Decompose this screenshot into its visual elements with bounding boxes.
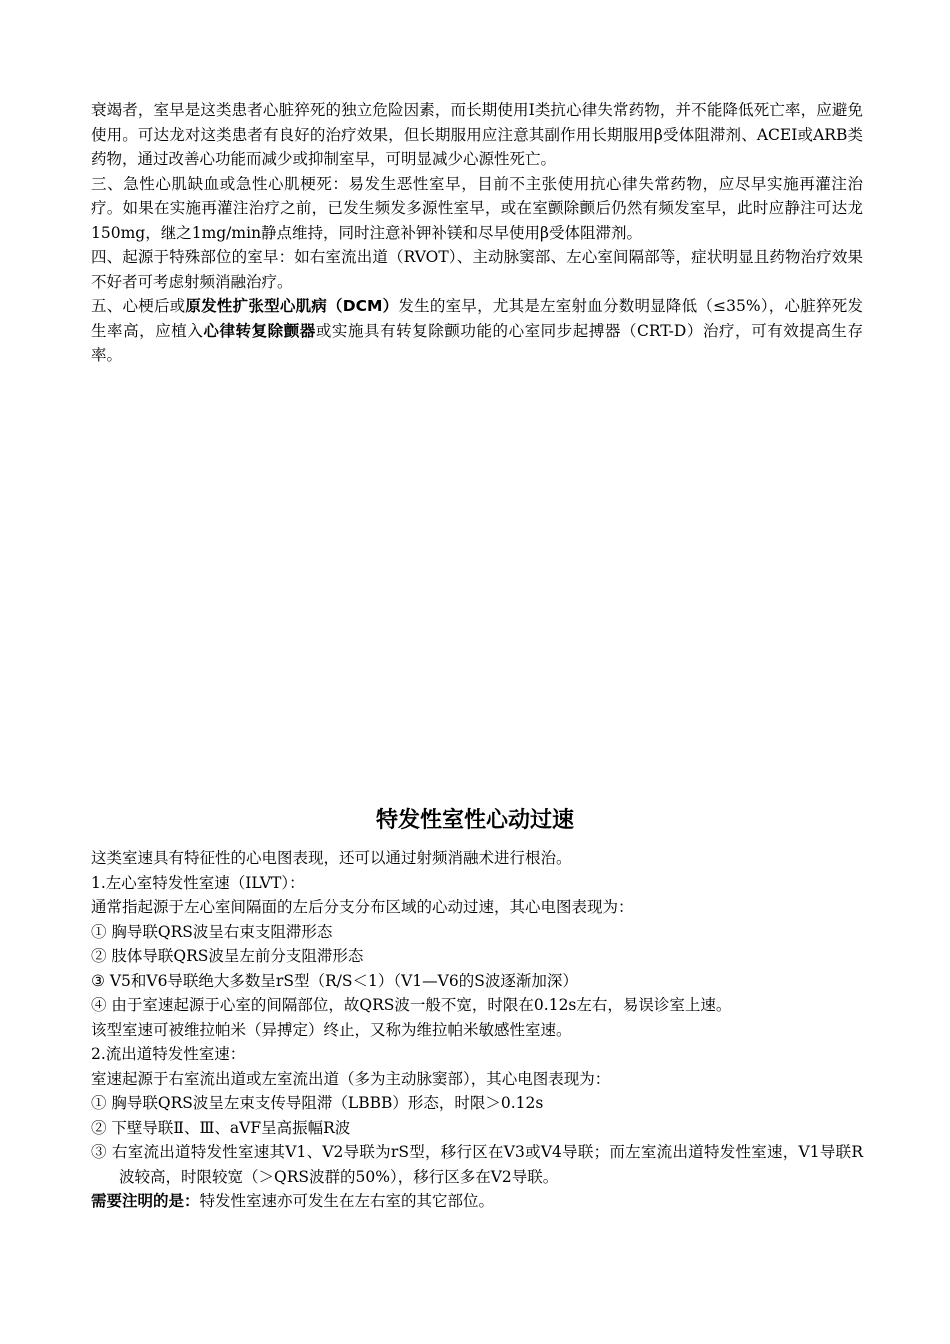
list-item: ③ 右室流出道特发性室速其V1、V2导联为rS型，移行区在V3或V4导联；而左室流出道特发性室速，V1导联R波较高，时限较宽（＞QRS波群的50%），移行区多在V2导联。: [91, 1143, 863, 1186]
section-title: 特发性室性心动过速: [375, 808, 574, 833]
list-item: ② 肢体导联QRS波呈左前分支阻滞形态: [91, 947, 364, 965]
final-note: 需要注明的是：特发性室速亦可发生在左右室的其它部位。: [91, 1192, 495, 1210]
list-item: ① 胸导联QRS波呈左束支传导阻滞（LBBB）形态，时限＞0.12s: [91, 1094, 544, 1112]
heading-ilvt: 1.左心室特发性室速（ILVT）：: [91, 873, 305, 892]
bold-dcm: 原发性扩张型心肌病（DCM）: [185, 297, 399, 315]
paragraph-special-origin: 四、起源于特殊部位的室早：如右室流出道（RVOT）、主动脉窦部、左心室间隔部等，症状明显且药物治疗效果不好者可考虑射频消融治疗。: [91, 248, 863, 291]
list-item: ③ V5和V6导联绝大多数呈rS型（R/S＜1）（V1—V6的S波逐渐加深）: [91, 971, 578, 990]
ilvt-note: 该型室速可被维拉帕米（异搏定）终止，又称为维拉帕米敏感性室速。: [91, 1020, 572, 1039]
list-item: ① 胸导联QRS波呈右束支阻滞形态: [91, 922, 333, 941]
bold-icd: 心律转复除颤器: [203, 321, 316, 340]
heading-outflow: 2.流出道特发性室速：: [91, 1045, 246, 1063]
list-item: ④ 由于室速起源于心室的间隔部位，故QRS波一般不宽，时限在0.12s左右，易误诊室上速。: [91, 996, 732, 1014]
paragraph-heart-failure: 衰竭者，室早是这类患者心脏猝死的独立危险因素，而长期使用Ⅰ类抗心律失常药物，并不能降低死亡率，应避免使用。可达龙对这类患者有良好的治疗效果，但长期服用应注意其副作用长期服用β受体阻滞剂、ACEI或ARB类药物，通过改善心功能而减少或抑制室早，可明显减少心源性死亡。: [91, 101, 863, 168]
ilvt-description: 通常指起源于左心室间隔面的左后分支分布区域的心动过速，其心电图表现为：: [91, 898, 634, 916]
list-item: ② 下壁导联Ⅱ、Ⅲ、aVF呈高振幅R波: [91, 1118, 351, 1137]
outflow-description: 室速起源于右室流出道或左室流出道（多为主动脉窦部），其心电图表现为：: [91, 1069, 611, 1088]
paragraph-post-mi: 五、心梗后或原发性扩张型心肌病（DCM）发生的室早，尤其是左室射血分数明显降低（≤35%），心脏猝死发生率高，应植入心律转复除颤器或实施具有转复除颤功能的心室同步起搏器（CRT-D）治疗，可有效提高生存率。: [91, 297, 863, 364]
note-label: 需要注明的是：: [91, 1192, 200, 1210]
section-intro: 这类室速具有特征性的心电图表现，还可以通过射频消融术进行根治。: [91, 849, 572, 867]
paragraph-acute-ischemia: 三、急性心肌缺血或急性心肌梗死：易发生恶性室早，目前不主张使用抗心律失常药物，应尽早实施再灌注治疗。如果在实施再灌注治疗之前，已发生频发多源性室早，或在室颤除颤后仍然有频发室早，此时应静注可达龙150mg，继之1mg/min静点维持，同时注意补钾补镁和尽早使用β受体阻滞剂。: [91, 174, 863, 242]
top-text-block: [91, 98, 863, 368]
section-body: [91, 846, 863, 1214]
